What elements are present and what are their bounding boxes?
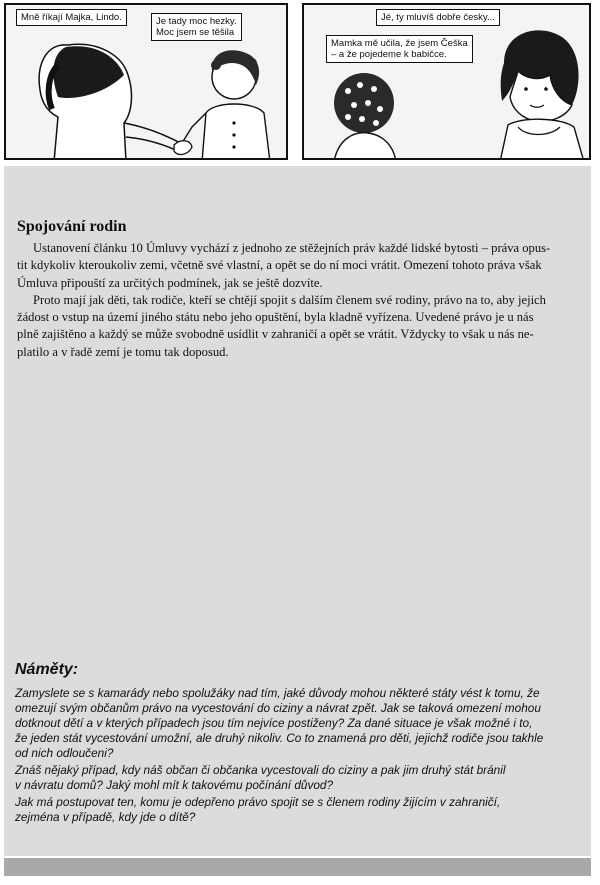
speech-text: Mně říkají Majka, Lindo. [21, 12, 122, 23]
text-line: Proto mají jak děti, tak rodiče, kteří se chtějí spojit s dalším členem své rodiny, právo na to, aby jejich [33, 292, 546, 307]
text-line: tit kdykoliv kteroukoliv zemi, včetně své vlastní, a opět se do ní moci vrátit. Omezení tohoto práva však [17, 258, 542, 273]
text-line: Znáš nějaký případ, kdy náš občan či občanka vycestovali do ciziny a pak jim druhý stát bránil [15, 763, 506, 777]
comic-panel-1 [4, 3, 288, 160]
footer-bar [4, 858, 591, 876]
speech-bubble-majka [16, 9, 127, 26]
text-line: Úmluva připouští za určitých podmínek, jak se ještě dozvíte. [17, 275, 323, 290]
hint-question-1 [15, 686, 587, 761]
section-title: Spojování rodin [17, 218, 127, 235]
text-line: plně zajištěno a každý se může svobodně usídlit v zahraničí a opět se vrátit. Vždycky to však u nás ne- [17, 327, 534, 342]
comic-illustration-2 [304, 5, 591, 160]
comic-panel-2 [302, 3, 591, 160]
text-line: zejména v případě, kdy jde o dítě? [15, 810, 196, 824]
speech-bubble-left [326, 35, 473, 63]
text-line: Ustanovení článku 10 Úmluvy vychází z jednoho ze stěžejních práv každé lidské bytosti – práva opus- [33, 241, 551, 255]
hints-title: Náměty: [15, 661, 79, 678]
text-line: Jak má postupovat ten, komu je odepřeno právo spojit se s členem rodiny žijícím v zahraničí, [15, 795, 501, 809]
speech-bubble-linda [151, 13, 242, 41]
text-line: platilo a v řadě zemí je tomu tak doposud. [17, 344, 229, 359]
paragraph-1 [17, 240, 586, 292]
text-line: dotknout dětí a v kterých případech jsou tím nejvíce postiženy? Za dané situace je však možné i to, [15, 716, 533, 730]
speech-text: Moc jsem se těšila [156, 27, 235, 38]
speech-text: Je tady moc hezky. [156, 16, 237, 27]
speech-text: – a že pojedeme k babičce. [331, 49, 447, 60]
article-body [17, 240, 586, 361]
speech-text: Mamka mě učila, že jsem Češka [331, 38, 468, 49]
text-line: žádost o vstup na území jiného státu nebo jeho opuštění, byla kladně vyřízena. Uvedené právo je u nás [17, 310, 534, 325]
hints-list [15, 686, 587, 827]
speech-text: Jé, ty mluvíš dobře česky... [381, 12, 495, 23]
text-line: Zamyslete se s kamarády nebo spolužáky nad tím, jaké důvody mohou některé státy vést k tomu, že [15, 686, 540, 700]
paragraph-2 [17, 292, 586, 361]
hint-question-3 [15, 795, 587, 825]
comic-illustration-1 [6, 5, 288, 160]
hint-question-2 [15, 763, 587, 793]
text-line: že jeden stát vycestování umožní, ale druhý nikoliv. Co to znamená pro děti, jejichž rodiče jsou takhle [15, 731, 544, 745]
text-line: od nich odloučeni? [15, 746, 114, 760]
speech-bubble-top [376, 9, 500, 26]
text-line: v návratu domů? Jaký mohl mít k takovému počínání důvod? [15, 778, 334, 792]
text-line: omezují svým občanům právo na vycestování do ciziny a návrat zpět. Jak se taková omezení mohou [15, 701, 541, 715]
